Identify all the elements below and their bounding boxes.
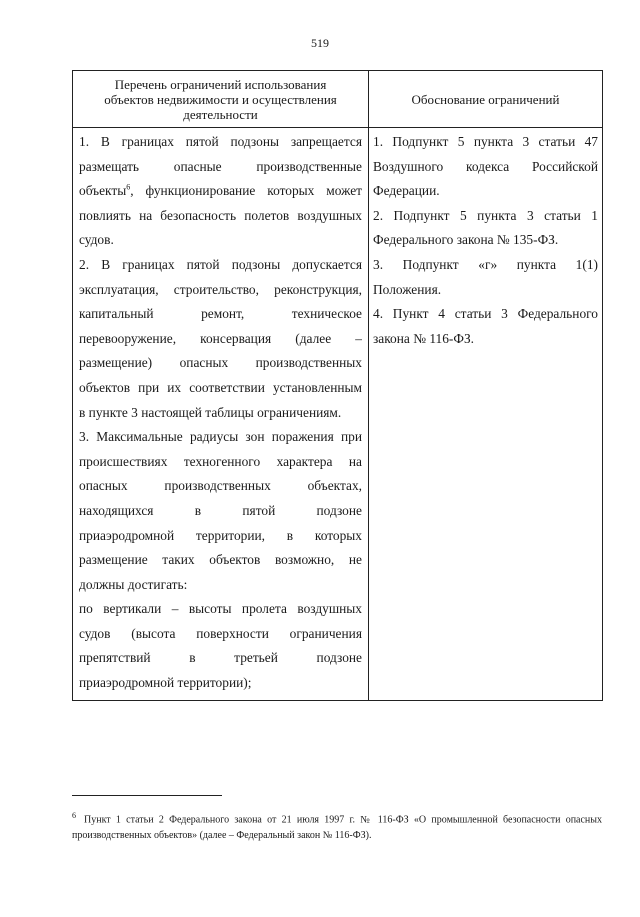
text-line: 1. В границах пятой подзоны запрещается [79, 134, 362, 149]
text-line: размещение) опасных производственных [79, 355, 362, 371]
text-line: размещение таких объектов возможно, не [79, 552, 362, 568]
text-line: приаэродромной территории, в которых [79, 527, 362, 543]
header-line: деятельности [183, 106, 258, 122]
text-line: происшествиях техногенного характера на [79, 453, 362, 469]
text-line: приаэродромной территории); [79, 675, 252, 691]
header-justification [369, 71, 603, 128]
text-line: 3. Подпункт «г» пункта 1(1) [373, 256, 598, 272]
footnote-text: Пункт 1 статьи 2 Федерального закона от 21 июля 1997 г. № 116-ФЗ «О промышленной безопасности опасных производственных объектов» (далее – Федеральный закон № 116-ФЗ). [72, 814, 602, 842]
restrictions-cell [73, 128, 369, 701]
text-line: опасных производственных объектах, [79, 478, 362, 494]
text-line: 3. Максимальные радиусы зон поражения при [79, 429, 362, 445]
text-line: судов (высота поверхности ограничения [79, 625, 362, 641]
text-line: должны достигать: [79, 576, 188, 592]
restrictions-table [72, 70, 603, 701]
text-fragment: , функционирование которых может [130, 183, 362, 199]
text-line: повлиять на безопасность полетов воздушных [79, 207, 362, 223]
text-line [79, 179, 362, 204]
text-line: перевооружение, консервация (далее – [79, 330, 362, 346]
footnote-mark: 6 [72, 811, 76, 820]
text-line: судов. [79, 232, 114, 248]
text-line: 2. Подпункт 5 пункта 3 статьи 1 [373, 207, 598, 223]
text-line: находящихся в пятой подзоне [79, 502, 362, 518]
header-line: объектов недвижимости и осуществления [104, 91, 337, 107]
text-line: 1. Подпункт 5 пункта 3 статьи 47 [373, 134, 598, 149]
table-header-row [73, 71, 603, 128]
text-line: закона № 116-ФЗ. [373, 330, 475, 346]
text-line: в пункте 3 настоящей таблицы ограничениям. [79, 404, 342, 420]
header-line: Перечень ограничений использования [114, 76, 327, 92]
footnote [72, 808, 602, 844]
text-line: объектов при их соответствии установленным [79, 379, 362, 395]
text-line: эксплуатация, строительство, реконструкция, [79, 281, 362, 297]
footnote-separator [72, 795, 222, 796]
text-line: Федерации. [373, 183, 440, 199]
footnote-reference: 6 [126, 182, 131, 192]
text-line: по вертикали – высоты пролета воздушных [79, 601, 362, 617]
text-line: 2. В границах пятой подзоны допускается [79, 256, 362, 272]
header-restrictions-list [73, 71, 369, 128]
page-number: 519 [311, 36, 329, 50]
text-line: 4. Пункт 4 статьи 3 Федерального [373, 306, 598, 322]
text-line: препятствий в третьей подзоне [79, 650, 362, 666]
text-line: Воздушного кодекса Российской [373, 158, 598, 174]
text-fragment: объекты [79, 183, 127, 199]
header-line: Обоснование ограничений [411, 91, 560, 107]
text-line: Федерального закона № 135-ФЗ. [373, 232, 559, 248]
table-row [73, 128, 603, 701]
text-line: капитальный ремонт, техническое [79, 306, 362, 322]
text-line: Положения. [373, 281, 442, 297]
justification-cell [369, 128, 603, 701]
text-line: размещать опасные производственные [79, 158, 362, 174]
